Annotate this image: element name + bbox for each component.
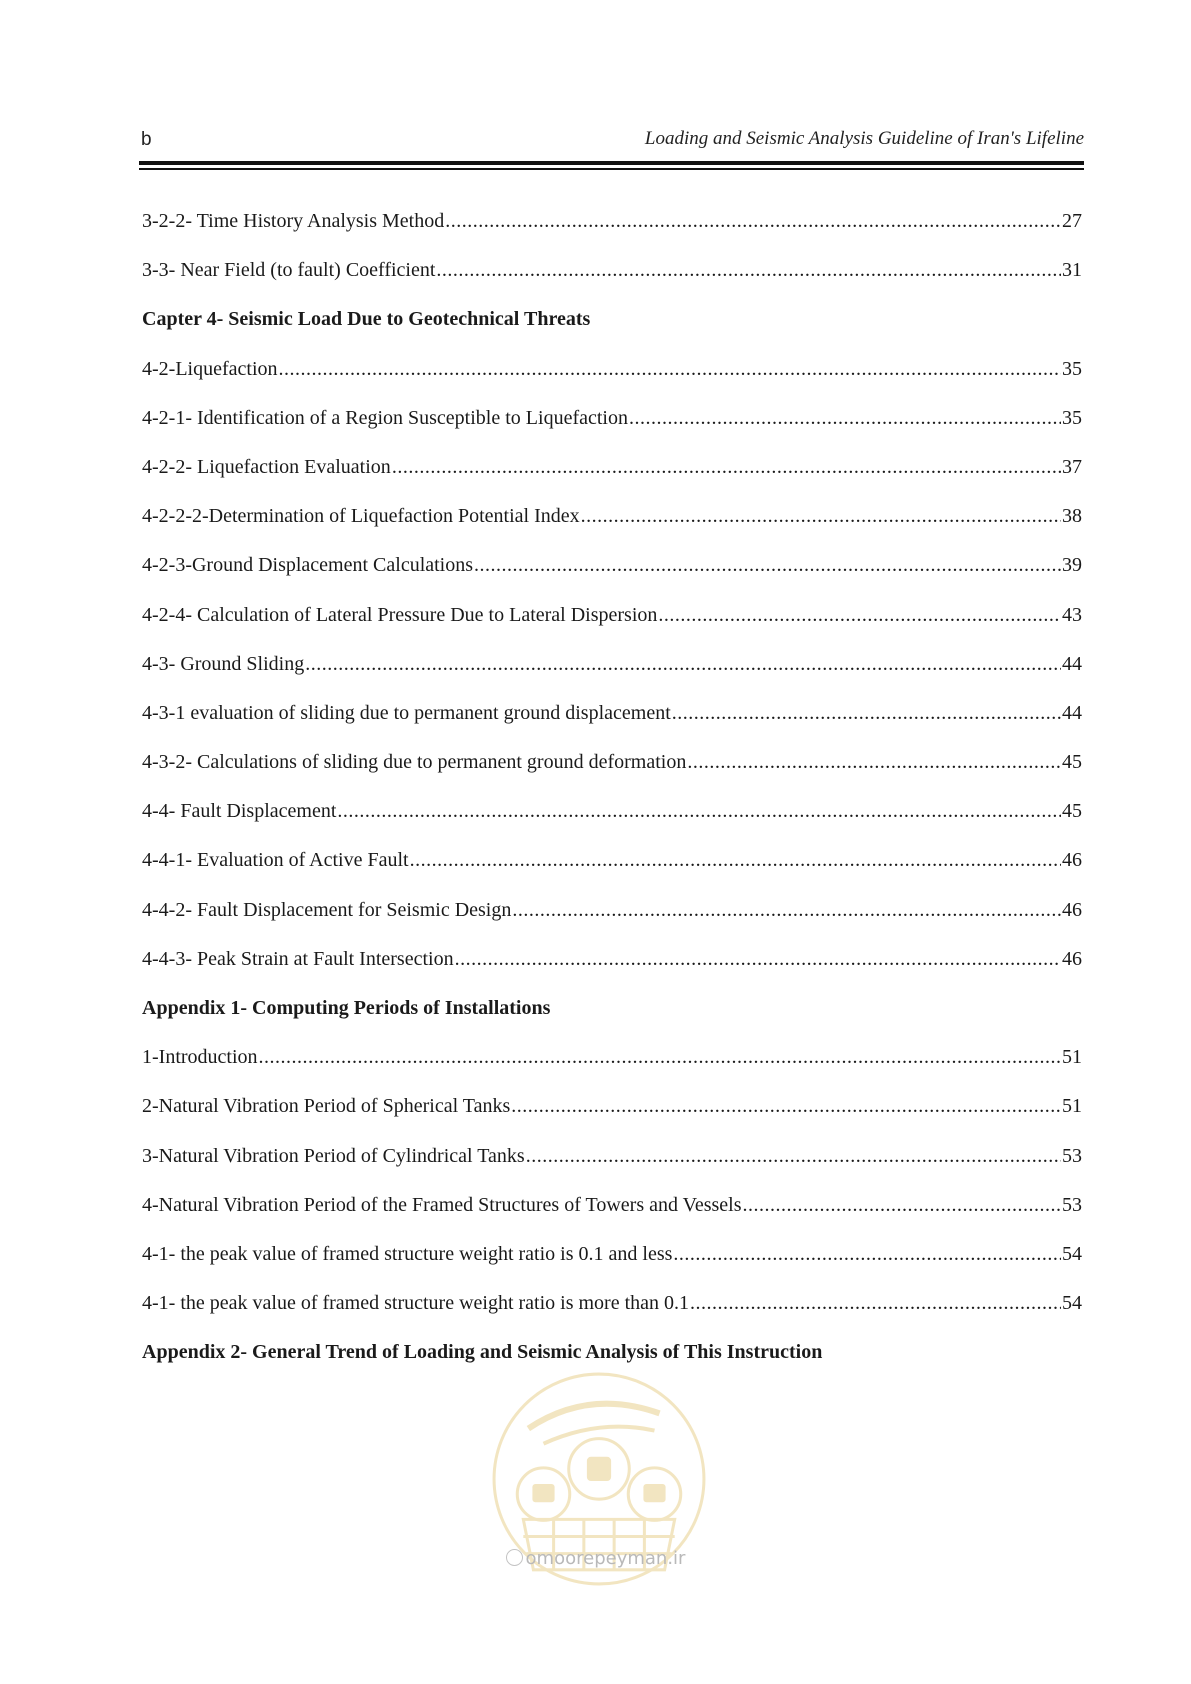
toc-entry-title: 2-Natural Vibration Period of Spherical Tanks	[142, 1095, 511, 1118]
toc-page-number: 35	[1062, 406, 1082, 429]
header-rule-thin	[139, 168, 1084, 170]
toc-entry	[142, 258, 1082, 307]
toc-page-number: 53	[1062, 1193, 1082, 1216]
toc-dot-leader	[259, 1045, 1061, 1069]
toc-entry	[142, 1193, 1082, 1242]
toc-entry-title: 4-1- the peak value of framed structure weight ratio is 0.1 and less	[142, 1242, 673, 1265]
toc-entry-title: 4-4-1- Evaluation of Active Fault	[142, 849, 409, 872]
running-title: Loading and Seismic Analysis Guideline of Iran's Lifeline	[644, 128, 1084, 149]
toc-entry-title: 4-2-2- Liquefaction Evaluation	[142, 455, 391, 478]
toc-page-number: 51	[1062, 1095, 1082, 1118]
toc-entry	[142, 1144, 1082, 1193]
toc-entry-title: 4-Natural Vibration Period of the Framed Structures of Towers and Vessels	[142, 1193, 742, 1216]
toc-entry	[142, 947, 1082, 996]
toc-page-number: 39	[1062, 554, 1082, 577]
toc-dot-leader	[672, 701, 1061, 725]
toc-page-number: 35	[1062, 357, 1082, 380]
toc-entry-title: 1-Introduction	[142, 1046, 258, 1069]
table-of-contents	[142, 209, 1082, 1390]
toc-entry-title: 4-3-2- Calculations of sliding due to permanent ground deformation	[142, 751, 687, 774]
toc-entry-title: 4-2-2-2-Determination of Liquefaction Potential Index	[142, 505, 580, 528]
page-letter: b	[141, 129, 152, 150]
toc-page-number: 54	[1062, 1242, 1082, 1265]
toc-entry-title: Capter 4- Seismic Load Due to Geotechnical Threats	[142, 308, 591, 331]
toc-page-number: 27	[1062, 210, 1082, 232]
toc-entry	[142, 652, 1082, 701]
toc-entry-title: 3-Natural Vibration Period of Cylindrical Tanks	[142, 1144, 525, 1167]
toc-entry	[142, 1094, 1082, 1143]
toc-entry	[142, 209, 1082, 258]
toc-dot-leader	[690, 1291, 1061, 1315]
toc-entry	[142, 406, 1082, 455]
toc-dot-leader	[511, 1094, 1061, 1118]
toc-heading	[142, 996, 1082, 1045]
toc-entry-title: 3-3- Near Field (to fault) Coefficient	[142, 259, 436, 282]
toc-entry	[142, 553, 1082, 602]
toc-dot-leader	[743, 1193, 1061, 1217]
toc-dot-leader	[392, 455, 1061, 479]
toc-entry	[142, 898, 1082, 947]
toc-entry	[142, 357, 1082, 406]
toc-dot-leader	[455, 947, 1061, 971]
toc-dot-leader	[526, 1144, 1061, 1168]
toc-page-number: 51	[1062, 1046, 1082, 1069]
toc-page-number: 45	[1062, 800, 1082, 823]
toc-entry-title: 4-4-2- Fault Displacement for Seismic Design	[142, 898, 512, 921]
toc-entry-title: 4-1- the peak value of framed structure weight ratio is more than 0.1	[142, 1292, 690, 1315]
toc-entry-title: 4-3-1 evaluation of sliding due to permanent ground displacement	[142, 701, 671, 724]
toc-entry	[142, 750, 1082, 799]
toc-entry	[142, 848, 1082, 897]
toc-entry	[142, 799, 1082, 848]
toc-page-number: 45	[1062, 751, 1082, 774]
toc-page-number: 31	[1062, 259, 1082, 282]
toc-dot-leader	[687, 750, 1061, 774]
toc-entry-title: 3-2-2- Time History Analysis Method	[142, 210, 445, 232]
toc-dot-leader	[512, 898, 1061, 922]
toc-dot-leader	[410, 848, 1061, 872]
toc-dot-leader	[445, 209, 1061, 233]
toc-entry	[142, 603, 1082, 652]
toc-dot-leader	[629, 406, 1061, 430]
toc-entry	[142, 1291, 1082, 1340]
toc-entry	[142, 701, 1082, 750]
toc-dot-leader	[305, 652, 1061, 676]
toc-entry-title: Appendix 1- Computing Periods of Installations	[142, 997, 551, 1019]
toc-entry	[142, 504, 1082, 553]
toc-page-number: 54	[1062, 1292, 1082, 1315]
toc-dot-leader	[337, 799, 1061, 823]
toc-entry-title: 4-3- Ground Sliding	[142, 652, 305, 675]
toc-page-number: 46	[1062, 898, 1082, 921]
toc-dot-leader	[474, 553, 1061, 577]
toc-heading	[142, 307, 1082, 356]
globe-icon	[506, 1549, 523, 1566]
toc-page-number: 46	[1062, 947, 1082, 970]
toc-entry-title: 4-2-4- Calculation of Lateral Pressure Due to Lateral Dispersion	[142, 603, 658, 626]
toc-dot-leader	[436, 258, 1061, 282]
toc-page-number: 44	[1062, 701, 1082, 724]
toc-entry	[142, 1242, 1082, 1291]
toc-page-number: 46	[1062, 849, 1082, 872]
watermark-site: omoorepeyman.ir	[0, 1548, 1191, 1569]
toc-page-number: 37	[1062, 455, 1082, 478]
toc-entry-title: 4-2-Liquefaction	[142, 357, 278, 380]
toc-entry-title: 4-4- Fault Displacement	[142, 800, 337, 823]
toc-page-number: 44	[1062, 652, 1082, 675]
toc-dot-leader	[673, 1242, 1061, 1266]
toc-entry	[142, 455, 1082, 504]
toc-entry-title: 4-2-1- Identification of a Region Susceptible to Liquefaction	[142, 406, 628, 429]
toc-entry-title: Appendix 2- General Trend of Loading and Seismic Analysis of This Instruction	[142, 1341, 823, 1364]
toc-dot-leader	[581, 504, 1061, 528]
toc-page-number: 43	[1062, 603, 1082, 626]
toc-entry-title: 4-2-3-Ground Displacement Calculations	[142, 554, 474, 577]
toc-page-number: 38	[1062, 505, 1082, 528]
header-rule-thick	[139, 161, 1084, 165]
toc-page-number: 53	[1062, 1144, 1082, 1167]
toc-entry-title: 4-4-3- Peak Strain at Fault Intersection	[142, 947, 454, 970]
toc-dot-leader	[658, 603, 1061, 627]
toc-dot-leader	[279, 357, 1062, 381]
toc-entry	[142, 1045, 1082, 1094]
